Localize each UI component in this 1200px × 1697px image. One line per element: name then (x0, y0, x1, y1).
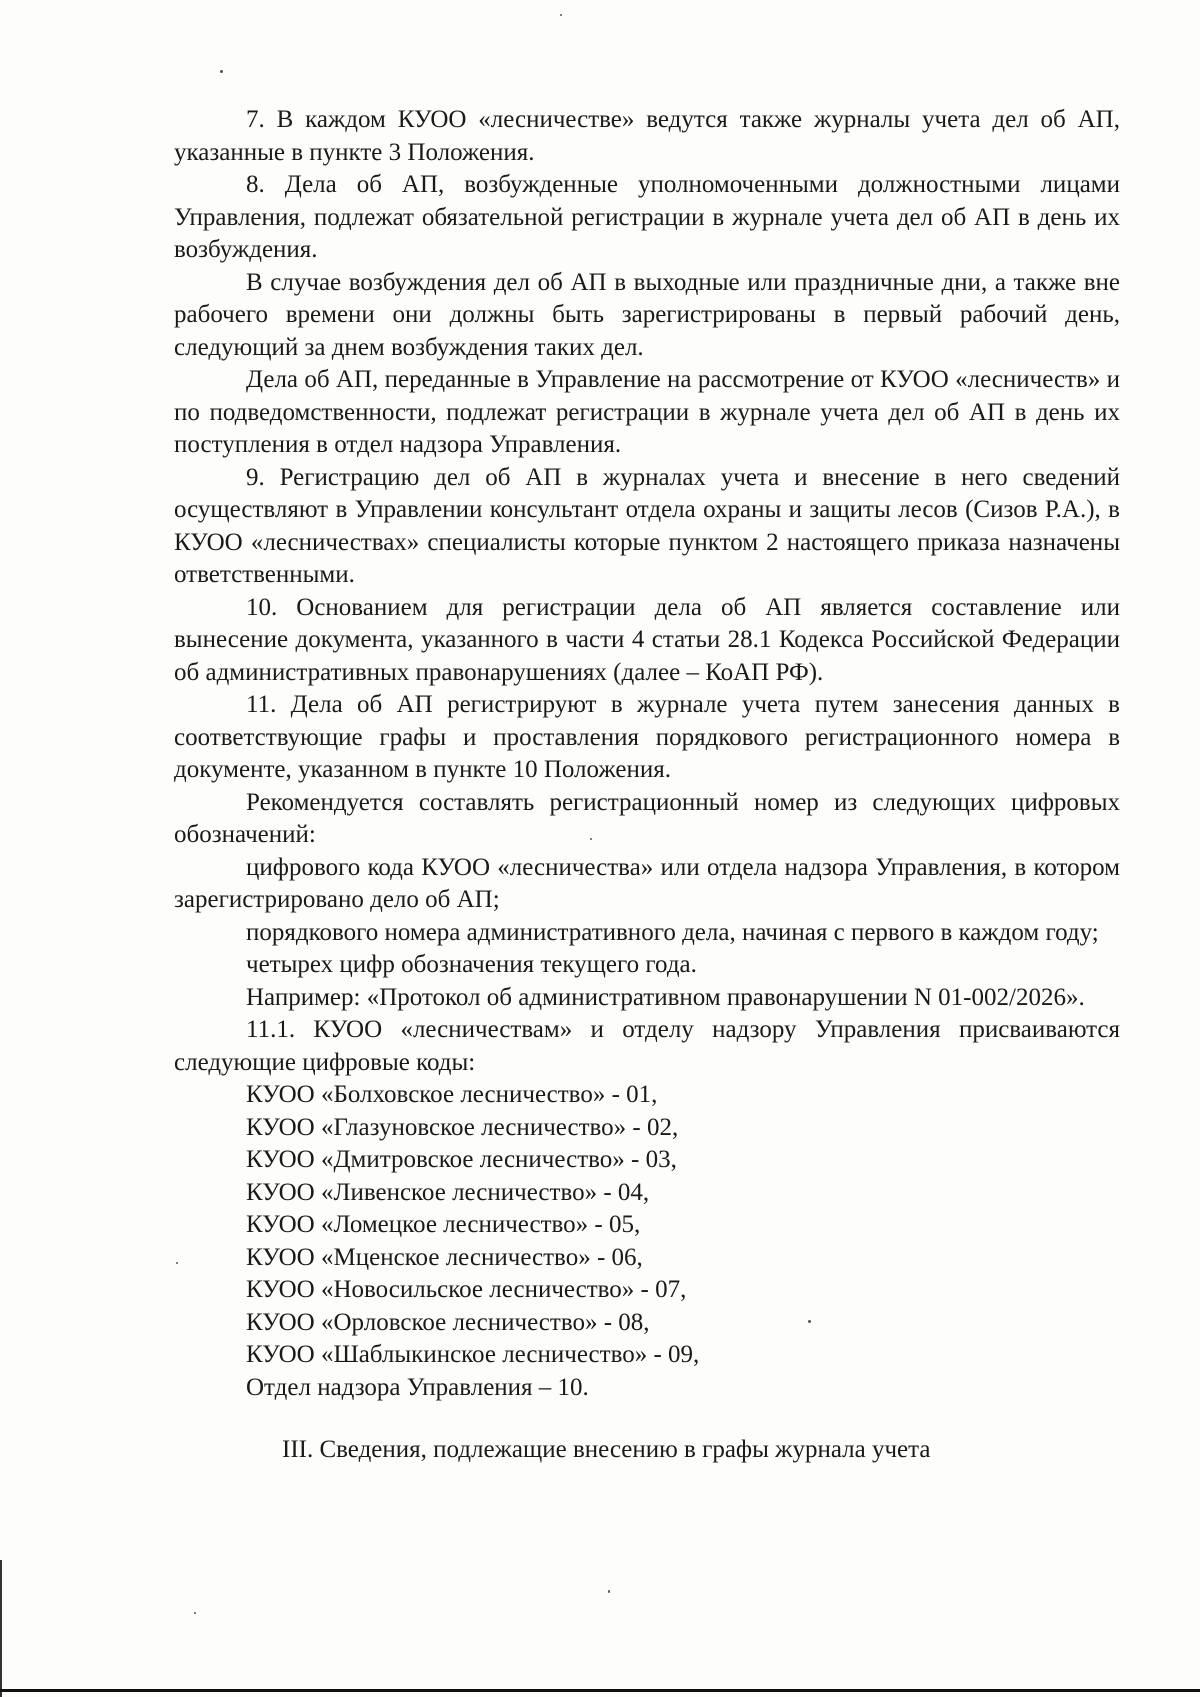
paragraph-10: 10. Основанием для регистрации дела об АП является составление или вынесение документа, указанного в части 4 статьи 28.1 Кодекса Российской Федерации об административных правонарушениях (далее – КоАП РФ). (174, 593, 1120, 686)
document-body (174, 104, 1120, 1467)
scan-speck (608, 1590, 610, 1593)
paragraph-7: 7. В каждом КУОО «лесничестве» ведутся также журналы учета дел об АП, указанные в пункте 3 Положения. (174, 106, 1120, 166)
paragraph-11-year-digits: четырех цифр обозначения текущего года. (246, 951, 697, 978)
section-heading: III. Сведения, подлежащие внесению в графы журнала учета (282, 1436, 931, 1463)
code-list-item: КУОО «Глазуновское лесничество» - 02, (246, 1113, 679, 1141)
paragraph-8-weekend: В случае возбуждения дел об АП в выходные или праздничные дни, а также вне рабочего времени они должны быть зарегистрированы в первый рабочий день, следующий за днем возбуждения таких дел. (174, 268, 1120, 361)
code-list-item: КУОО «Ломецкое лесничество» - 05, (246, 1211, 641, 1238)
paragraph-9: 9. Регистрацию дел об АП в журналах учета и внесение в него сведений осуществляют в Управлении консультант отдела охраны и защиты лесов (Сизов Р.А.), в КУОО «лесничествах» специалисты которые пунктом 2 настоящего приказа назначены ответственными. (174, 463, 1120, 588)
scan-speck (194, 1612, 196, 1614)
paragraph-11: 11. Дела об АП регистрируют в журнале учета путем занесения данных в соответствующие графы и проставления порядкового регистрационного номера в документе, указанном в пункте 10 Положения. (174, 691, 1120, 783)
paragraph-8-transferred: Дела об АП, переданные в Управление на рассмотрение от КУОО «лесничеств» и по подведомственности, подлежат регистрации в журнале учета дел об АП в день их поступления в отдел надзора Управления. (174, 366, 1120, 458)
code-list-item: Отдел надзора Управления – 10. (246, 1373, 589, 1401)
code-list (174, 1079, 1120, 1404)
paragraph-11-1: 11.1. КУОО «лесничествам» и отделу надзору Управления присваиваются следующие цифровые коды: (174, 1016, 1120, 1076)
code-list-item: КУОО «Шаблыкинское лесничество» - 09, (246, 1341, 700, 1368)
code-list-item: КУОО «Ливенское лесничество» - 04, (246, 1178, 650, 1206)
paragraph-11-digital-code: цифрового кода КУОО «лесничества» или отдела надзора Управления, в котором зарегистрировано дело об АП; (174, 853, 1120, 913)
paragraph-11-recommendation: Рекомендуется составлять регистрационный номер из следующих цифровых обозначений: (174, 788, 1120, 848)
scan-speck (560, 14, 562, 16)
scan-speck (808, 1320, 811, 1323)
scan-edge (0, 1560, 2, 1697)
scan-speck (590, 838, 592, 840)
paragraph-11-serial-number: порядкового номера административного дела, начиная с первого в каждом году; (246, 918, 1099, 946)
scan-speck (220, 70, 223, 73)
code-list-item: КУОО «Новосильское лесничество» - 07, (246, 1276, 687, 1303)
code-list-item: КУОО «Болховское лесничество» - 01, (246, 1081, 658, 1108)
paragraph-11-example: Например: «Протокол об административном правонарушении N 01-002/2026». (246, 983, 1085, 1011)
paragraph-8: 8. Дела об АП, возбужденные уполномоченными должностными лицами Управления, подлежат обязательной регистрации в журнале учета дел об АП в день их возбуждения. (174, 171, 1120, 263)
code-list-item: КУОО «Орловское лесничество» - 08, (246, 1308, 650, 1336)
code-list-item: КУОО «Дмитровское лесничество» - 03, (246, 1146, 677, 1173)
code-list-item: КУОО «Мценское лесничество» - 06, (246, 1243, 643, 1271)
scan-bottom-edge (0, 1689, 1200, 1692)
scan-speck (176, 1262, 178, 1264)
